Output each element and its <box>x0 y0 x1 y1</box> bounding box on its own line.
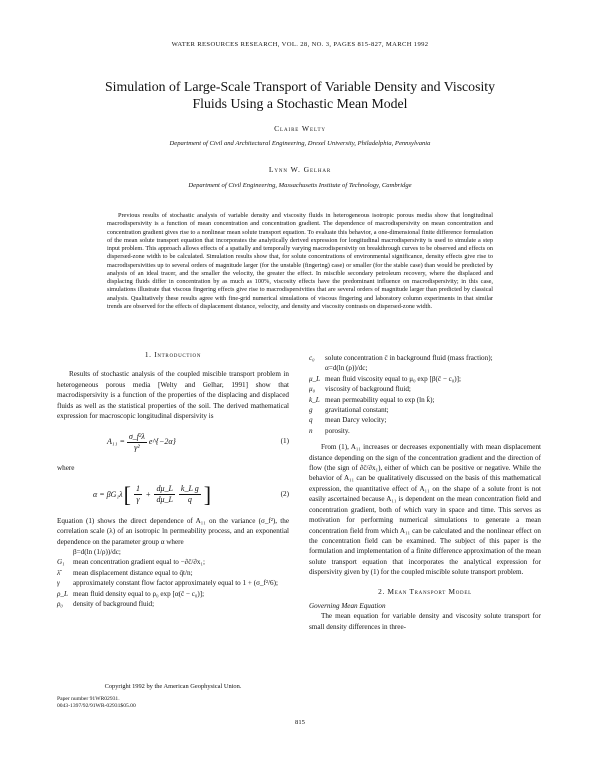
definition-text: mean fluid density equal to ρ₀ exp [α(c̄ − c₀)]; <box>73 589 205 598</box>
definition-symbol: μ₀ <box>309 385 316 394</box>
definition-item <box>57 568 289 578</box>
author-affiliation-2: Department of Civil Engineering, Massachusetts Institute of Technology, Cambridge <box>188 182 412 189</box>
definition-item <box>309 363 541 373</box>
eq2-term1-den: γ <box>136 495 140 505</box>
author-name-2: Lynn W. Gelhar <box>268 165 332 174</box>
copyright-notice <box>57 683 289 710</box>
eq2-term2-den: dμ_L <box>156 495 173 505</box>
eq2-left-bracket: [ <box>123 481 131 507</box>
abstract <box>107 212 493 311</box>
definition-item <box>57 547 289 557</box>
eq2-term2 <box>154 484 174 505</box>
definition-symbol: ρ_L <box>57 589 68 598</box>
definition-item <box>57 589 289 599</box>
definition-list-right <box>309 353 541 436</box>
definition-text: viscosity of background fluid; <box>325 385 411 394</box>
subsection-heading-governing-equation: Governing Mean Equation <box>309 601 386 610</box>
eq1-number: (1) <box>280 437 289 446</box>
definition-symbol: G₁ <box>57 558 65 567</box>
equation-2 <box>57 478 289 512</box>
eq2-plus: + <box>145 489 151 499</box>
definition-text: porosity. <box>325 426 350 435</box>
definition-text: approximately constant flow factor approximately equal to 1 + (σ_f²/6); <box>73 579 278 588</box>
definition-text: mean permeability equal to exp (ln k̄); <box>325 395 435 404</box>
intro-paragraph-2: Equation (1) shows the direct dependence of A₁₁ on the variance (σ_f²), the correlation scale (λ) of an isotropic ln permeability process, and an exponential dependence on the parameter group α where <box>57 516 289 546</box>
definition-symbol: n <box>309 426 313 435</box>
definition-item <box>309 374 541 384</box>
definition-item <box>57 599 289 609</box>
title-line-2: Fluids Using a Stochastic Mean Model <box>192 96 408 111</box>
definition-item <box>57 578 289 588</box>
eq1-denominator: γ² <box>134 442 140 452</box>
running-head: WATER RESOURCES RESEARCH, VOL. 28, NO. 3, PAGES 815-827, MARCH 1992 <box>171 41 429 48</box>
where-label: where <box>57 464 75 473</box>
eq2-term1 <box>134 484 142 505</box>
eq1-numerator: σ_f²λ <box>128 431 145 441</box>
definition-symbol: μ_L <box>309 374 321 383</box>
title-line-1: Simulation of Large-Scale Transport of Variable Density and Viscosity <box>104 79 496 94</box>
eq2-right-bracket: ] <box>203 481 212 507</box>
definition-text: mean fluid viscosity equal to μ₀ exp [β(c̄ − c₀)]; <box>325 374 462 383</box>
equation-1 <box>57 425 289 459</box>
definition-item <box>309 384 541 394</box>
definition-item <box>309 405 541 415</box>
author-affiliation-1: Department of Civil and Architectural Engineering, Drexel University, Philadelphia, Pennsylvania <box>169 140 431 147</box>
definition-text: mean concentration gradient equal to −∂c̄/∂x₁; <box>73 558 205 567</box>
right-paragraph-2: The mean equation for variable density and viscosity solute transport for small density differences in three- <box>309 612 541 631</box>
definition-text: α=d(ln (ρ))/dc; <box>325 364 368 373</box>
eq2-term3 <box>179 484 201 505</box>
definition-symbol: g <box>309 406 313 415</box>
eq2-number: (2) <box>280 489 289 498</box>
intro-paragraph-1: Results of stochastic analysis of the coupled miscible transport problem in heterogeneous porous media [Welty and Gelhar, 1991] show that macrodispersivity is a function of the properties of the displacing and displaced fluids as well as the statistical properties of the soil. The derived mathematical expression for macroscopic longitudinal dispersivity is <box>57 370 289 421</box>
abstract-text: Previous results of stochastic analysis of variable density and viscosity fluids in heterogeneous isotropic porous media show that longitudinal macrodispersivity is a function of mean concentration and concentration gradient. The dependence of macrodispersivity on mean concentration and concentration gradient gives rise to a nonlinear mean solute transport equation. To evaluate this behavior, a one-dimensional finite difference formulation of the mean solute transport equation that incorporates the analytically derived expression for longitudinal macrodispersivity is used to simulate a step input problem. This approach allows effects of a spatially and temporally varying macrodispersivity on breakthrough curves to be observed and effects on dispersed-zone width to be calculated. Simulation results show that, for solute concentrations of environmental significance, density effects give rise to macrodispersivities up to several orders of magnitude larger (for the unstable (fingering) case) or smaller (for the stable case) than would be predicted by analysis of an ideal tracer, and the smaller the velocity, the greater the effect. In miscible secondary petroleum recovery, where the displaced and displacing fluids differ in concentration by as much as 100%, viscosity effects have the predominant influence on macrodispersivity; in this case, simulations illustrate that viscous fingering effects give rise to macrodispersivities that are several orders of magnitude larger than predicted by classical analysis. Qualitatively these results agree with fine-grid numerical simulations of viscous fingering and laboratory column experiments in that similar trends are observed for the effects of displacement distance, velocity, and density and viscosity contrasts on dispersed-zone width. <box>107 212 493 310</box>
page-number: 815 <box>295 719 305 726</box>
definition-symbol <box>57 547 73 557</box>
copyright-line: Copyright 1992 by the American Geophysical Union. <box>104 683 242 690</box>
eq2-term1-num: 1 <box>135 484 140 494</box>
eq2-term3-num: k_L g <box>180 484 199 494</box>
eq1-fraction <box>127 432 147 453</box>
definition-item <box>309 353 541 363</box>
definition-text: density of background fluid; <box>73 600 155 609</box>
eq1-lhs: A₁₁ = <box>107 437 125 447</box>
definition-list-left <box>57 547 289 609</box>
section-heading-introduction: 1. Introduction <box>144 350 202 359</box>
definition-text: mean Darcy velocity; <box>325 416 387 425</box>
definition-item <box>309 415 541 425</box>
definition-text: mean displacement distance equal to q̄t/n; <box>73 568 193 577</box>
definition-item <box>309 426 541 436</box>
issn-line: 0043-1397/92/91WR-02931$05.00 <box>57 703 136 710</box>
definition-item <box>309 395 541 405</box>
definition-symbol: ρ₀ <box>57 600 63 609</box>
article-title <box>60 78 540 112</box>
definition-item <box>57 557 289 567</box>
definition-symbol: c₀ <box>309 354 315 362</box>
definition-text: gravitational constant; <box>325 406 389 415</box>
definition-symbol: λ̄ <box>57 568 61 577</box>
paper-number: Paper number 91WR02931. <box>57 696 120 702</box>
definition-symbol <box>309 363 325 373</box>
eq2-term3-den: q <box>187 495 192 505</box>
author-name-1: Claire Welty <box>274 124 326 133</box>
definition-symbol: γ <box>57 579 60 588</box>
eq2-term2-num: dμ_L <box>156 484 173 494</box>
eq2-lhs: α = βG₁λ <box>93 489 123 499</box>
left-column <box>57 350 289 610</box>
definition-symbol: k_L <box>309 395 320 404</box>
eq1-exponential: e^{−2α} <box>148 437 176 447</box>
right-column <box>309 353 541 632</box>
right-paragraph-1: From (1), A₁₁ increases or decreases exponentially with mean displacement distance depending on the sign of the concentration gradient and the direction of flow (the sign of ∂c̄/∂x₁), either of which can be positive or negative. While the behavior of A₁₁ can be qualitatively discussed on the basis of this mathematical expression, the quantitative effect of A₁₁ on the shape of a solute front is not easily ascertained because A₁₁ is dependent on the mean concentration field and concentration gradient, both of which vary in space and time. This serves as motivation for performing numerical simulations to generate a mean concentration field from which A₁₁ can be calculated and the nonlinear effect on the concentration field can be examined. The subject of this paper is the formulation and implementation of a finite difference approximation of the mean solute transport equation that incorporates the analytical expression for dispersivity given by (1) for the coupled miscible solute transport problem. <box>309 443 541 577</box>
definition-text: solute concentration c̄ in background fluid (mass fraction); <box>325 354 493 362</box>
definition-text: β=d(ln (1/ρ))/dc; <box>73 548 121 557</box>
definition-symbol: q <box>309 416 313 425</box>
section-heading-mean-transport-model: 2. Mean Transport Model <box>378 586 472 596</box>
